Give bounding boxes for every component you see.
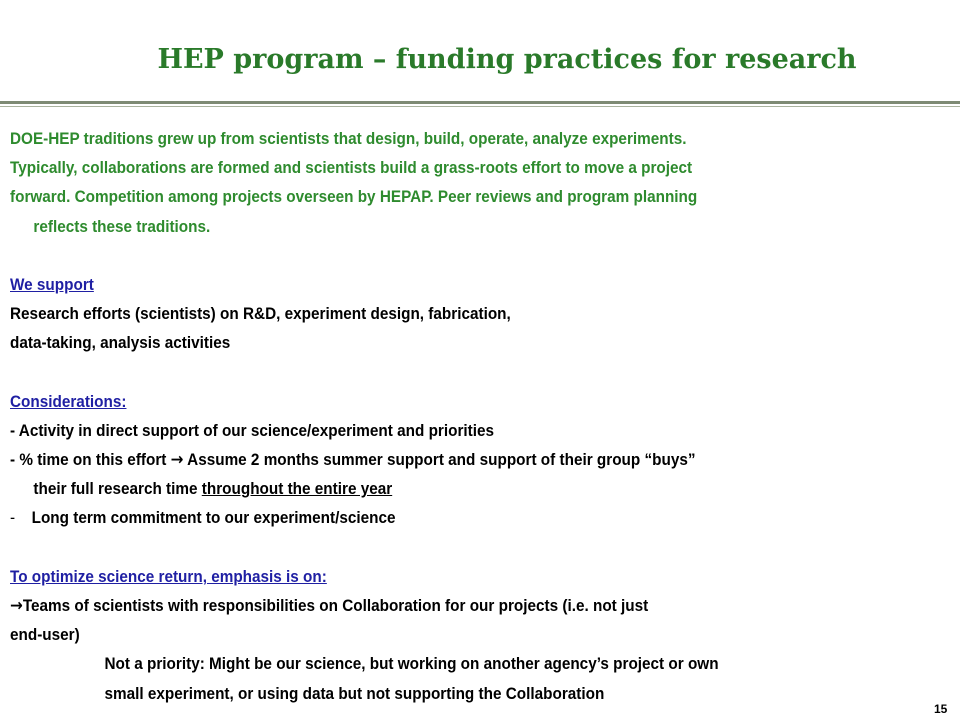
support-line-1: Research efforts (scientists) on R&D, experiment design, fabrication,	[10, 304, 511, 324]
consideration-item-1: - Activity in direct support of our science/experiment and priorities	[10, 420, 495, 440]
consideration-item-2-cont-underlined: throughout the entire year	[201, 479, 393, 499]
intro-line-2: Typically, collaborations are formed and scientists build a grass-roots effort to move a project	[10, 158, 693, 178]
consideration-item-2	[10, 445, 937, 474]
intro-line-3: forward. Competition among projects overseen by HEPAP. Peer reviews and program planning	[10, 187, 698, 207]
optimize-line-3: Not a priority: Might be our science, but working on another agency’s project or own	[104, 654, 719, 674]
optimize-line-1	[10, 591, 937, 620]
consideration-item-2-prefix: - % time on this effort	[10, 450, 171, 470]
title-divider-thin	[0, 106, 960, 107]
optimize-line-2: end-user)	[10, 625, 80, 645]
consideration-item-3	[10, 503, 937, 532]
right-arrow-icon: →	[170, 450, 184, 471]
consideration-item-2-suffix: Assume 2 months summer support and support of their group “buys”	[183, 450, 696, 470]
support-heading: We support	[10, 274, 94, 294]
slide-body	[10, 124, 937, 708]
consideration-item-2-cont-plain: their full research time	[33, 479, 202, 499]
considerations-heading: Considerations:	[10, 391, 127, 411]
optimize-line-4: small experiment, or using data but not supporting the Collaboration	[104, 683, 605, 703]
support-line-2: data-taking, analysis activities	[10, 333, 231, 353]
page-number: 15	[934, 702, 948, 716]
slide-title: HEP program – funding practices for research	[157, 44, 857, 75]
intro-line-4: reflects these traditions.	[33, 216, 211, 236]
optimize-heading: To optimize science return, emphasis is on:	[10, 566, 327, 586]
consideration-item-3-text: Long term commitment to our experiment/science	[31, 508, 396, 528]
right-arrow-icon: →	[10, 596, 23, 616]
consideration-item-2-cont	[10, 474, 937, 503]
optimize-line-1-text: Teams of scientists with responsibilities on Collaboration for our projects (i.e. not just	[22, 596, 649, 615]
title-divider	[0, 101, 960, 104]
consideration-item-3-dash: -	[10, 508, 16, 528]
intro-line-1: DOE-HEP traditions grew up from scientists that design, build, operate, analyze experiments.	[10, 129, 687, 148]
